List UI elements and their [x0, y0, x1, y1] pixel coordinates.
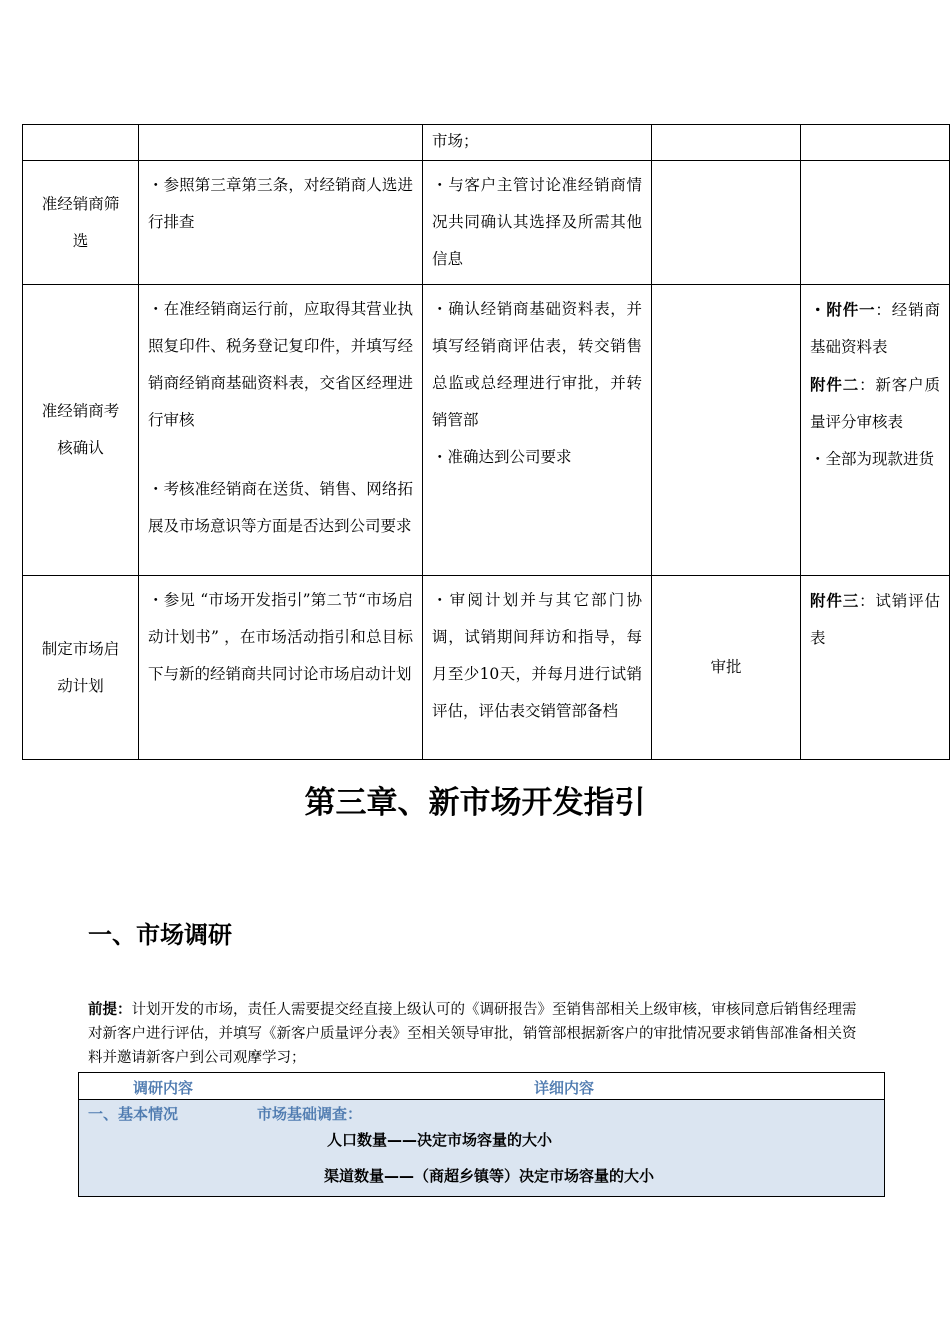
- cell-text: ・考核准经销商在送货、销售、网络拓展及市场意识等方面是否达到公司要求: [148, 480, 413, 535]
- cell-text: 市场；: [432, 132, 479, 150]
- research-table-row: [79, 1100, 884, 1196]
- column-header-details: 详细内容: [534, 1079, 595, 1097]
- premise-label: 前提：: [88, 1002, 132, 1018]
- stage-cell: 准经销商考核确认: [23, 285, 139, 576]
- attachment-item: 附件二：新客户质量评分审核表: [810, 375, 940, 431]
- responsibility-cell: [139, 576, 423, 760]
- research-table-header: [79, 1073, 884, 1100]
- attachment-cell: [801, 576, 950, 760]
- responsibility-cell: [139, 285, 423, 576]
- attachment-cell: [801, 125, 950, 161]
- table-row: [23, 161, 950, 285]
- row-category: 一、基本情况: [88, 1105, 179, 1123]
- cell-text: ・审阅计划并与其它部门协调，试销期间拜访和指导，每月至少10天，并每月进行试销评估，评估表交销管部备档: [432, 591, 642, 720]
- approval-cell: [652, 285, 801, 576]
- stage-cell: 制定市场启动计划: [23, 576, 139, 760]
- process-table: [22, 124, 950, 760]
- cell-text: ・确认经销商基础资料表，并填写经销商评估表，转交销售总监或总经理进行审批，并转销管部: [432, 300, 642, 429]
- responsibility-cell: [139, 125, 423, 161]
- cell-text: ・与客户主管讨论准经销商情况共同确认其选择及所需其他信息: [432, 176, 642, 268]
- action-cell: [423, 125, 652, 161]
- table-row: [23, 125, 950, 161]
- attachment-cell: [801, 285, 950, 576]
- approval-cell: [652, 161, 801, 285]
- approval-cell: 审批: [652, 576, 801, 760]
- detail-line: 人口数量——决定市场容量的大小: [327, 1131, 553, 1149]
- attachment-item: ・附件一：经销商基础资料表: [810, 300, 940, 356]
- attachment-cell: [801, 161, 950, 285]
- column-header-research-content: 调研内容: [133, 1079, 194, 1097]
- premise-text: 计划开发的市场，责任人需要提交经直接上级认可的《调研报告》至销售部相关上级审核，审核同意后销售经理需对新客户进行评估，并填写《新客户质量评分表》至相关领导审批，销管部根据新客户的审批情况要求销售部准备相关资料并邀请新客户到公司观摩学习；: [88, 1002, 857, 1066]
- chapter-title: 第三章、新市场开发指引: [304, 785, 646, 821]
- section-title: 一、市场调研: [88, 921, 232, 949]
- responsibility-cell: [139, 161, 423, 285]
- row-subtitle: 市场基础调查：: [257, 1105, 363, 1123]
- approval-cell: [652, 125, 801, 161]
- cell-text: ・在准经销商运行前，应取得其营业执照复印件、税务登记复印件，并填写经销商经销商基础资料表，交省区经理进行审核: [148, 300, 413, 429]
- cell-text: ・准确达到公司要求: [432, 448, 572, 466]
- cell-text: ・参见 “市场开发指引”第二节“市场启动计划书” ，在市场活动指引和总目标下与新的经销商共同讨论市场启动计划: [148, 591, 413, 683]
- premise-paragraph: [88, 998, 868, 1070]
- table-row: [23, 285, 950, 576]
- research-table: [78, 1072, 885, 1197]
- table-row: [23, 576, 950, 760]
- attachment-item: ・全部为现款进货: [810, 450, 935, 468]
- action-cell: [423, 161, 652, 285]
- cell-text: ・参照第三章第三条，对经销商人选进行排查: [148, 176, 413, 231]
- action-cell: [423, 576, 652, 760]
- stage-cell: 准经销商筛选: [23, 161, 139, 285]
- attachment-item: 附件三：试销评估表: [810, 591, 940, 647]
- stage-cell: [23, 125, 139, 161]
- detail-line: 渠道数量——（商超乡镇等）决定市场容量的大小: [324, 1167, 655, 1185]
- action-cell: [423, 285, 652, 576]
